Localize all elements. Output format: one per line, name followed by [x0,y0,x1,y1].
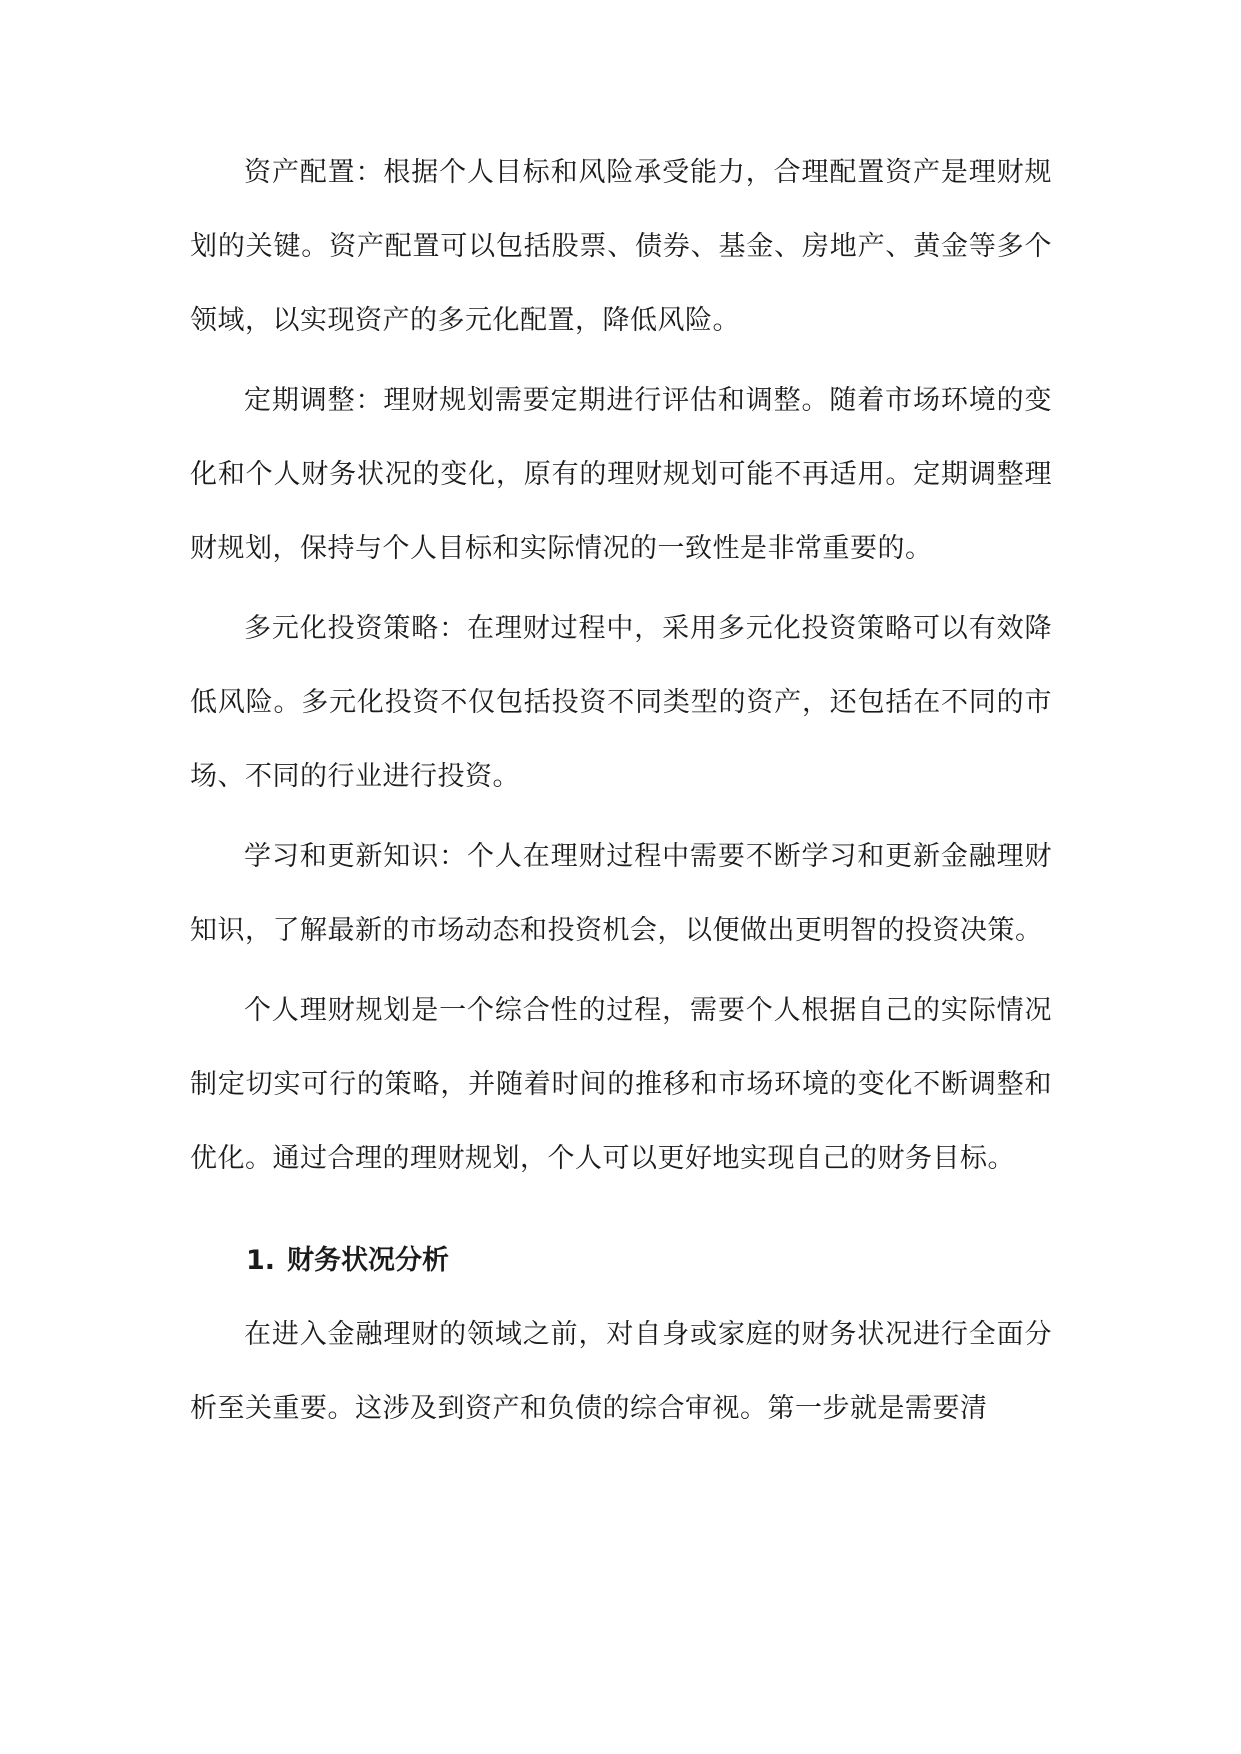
paragraph-learning-knowledge: 学习和更新知识：个人在理财过程中需要不断学习和更新金融理财知识，了解最新的市场动态和投资机会，以便做出更明智的投资决策。 [190,841,1052,946]
section-title: 财务状况分析 [287,1245,450,1276]
paragraph-summary: 个人理财规划是一个综合性的过程，需要个人根据自己的实际情况制定切实可行的策略，并随着时间的推移和市场环境的变化不断调整和优化。通过合理的理财规划，个人可以更好地实现自己的财务目标。 [190,995,1052,1174]
section-number: 1. [246,1245,276,1276]
paragraph-financial-analysis: 在进入金融理财的领域之前，对自身或家庭的财务状况进行全面分析至关重要。这涉及到资产和负债的综合审视。第一步就是需要清 [190,1319,1052,1424]
section-heading [190,1224,1052,1298]
paragraph-diversified-investment: 多元化投资策略：在理财过程中，采用多元化投资策略可以有效降低风险。多元化投资不仅包括投资不同类型的资产，还包括在不同的市场、不同的行业进行投资。 [190,613,1052,792]
paragraph-periodic-adjustment: 定期调整：理财规划需要定期进行评估和调整。随着市场环境的变化和个人财务状况的变化，原有的理财规划可能不再适用。定期调整理财规划，保持与个人目标和实际情况的一致性是非常重要的。 [190,385,1052,564]
paragraph-asset-allocation: 资产配置：根据个人目标和风险承受能力，合理配置资产是理财规划的关键。资产配置可以包括股票、债券、基金、房地产、黄金等多个领域，以实现资产的多元化配置，降低风险。 [190,157,1052,336]
document-page [190,136,1052,1452]
